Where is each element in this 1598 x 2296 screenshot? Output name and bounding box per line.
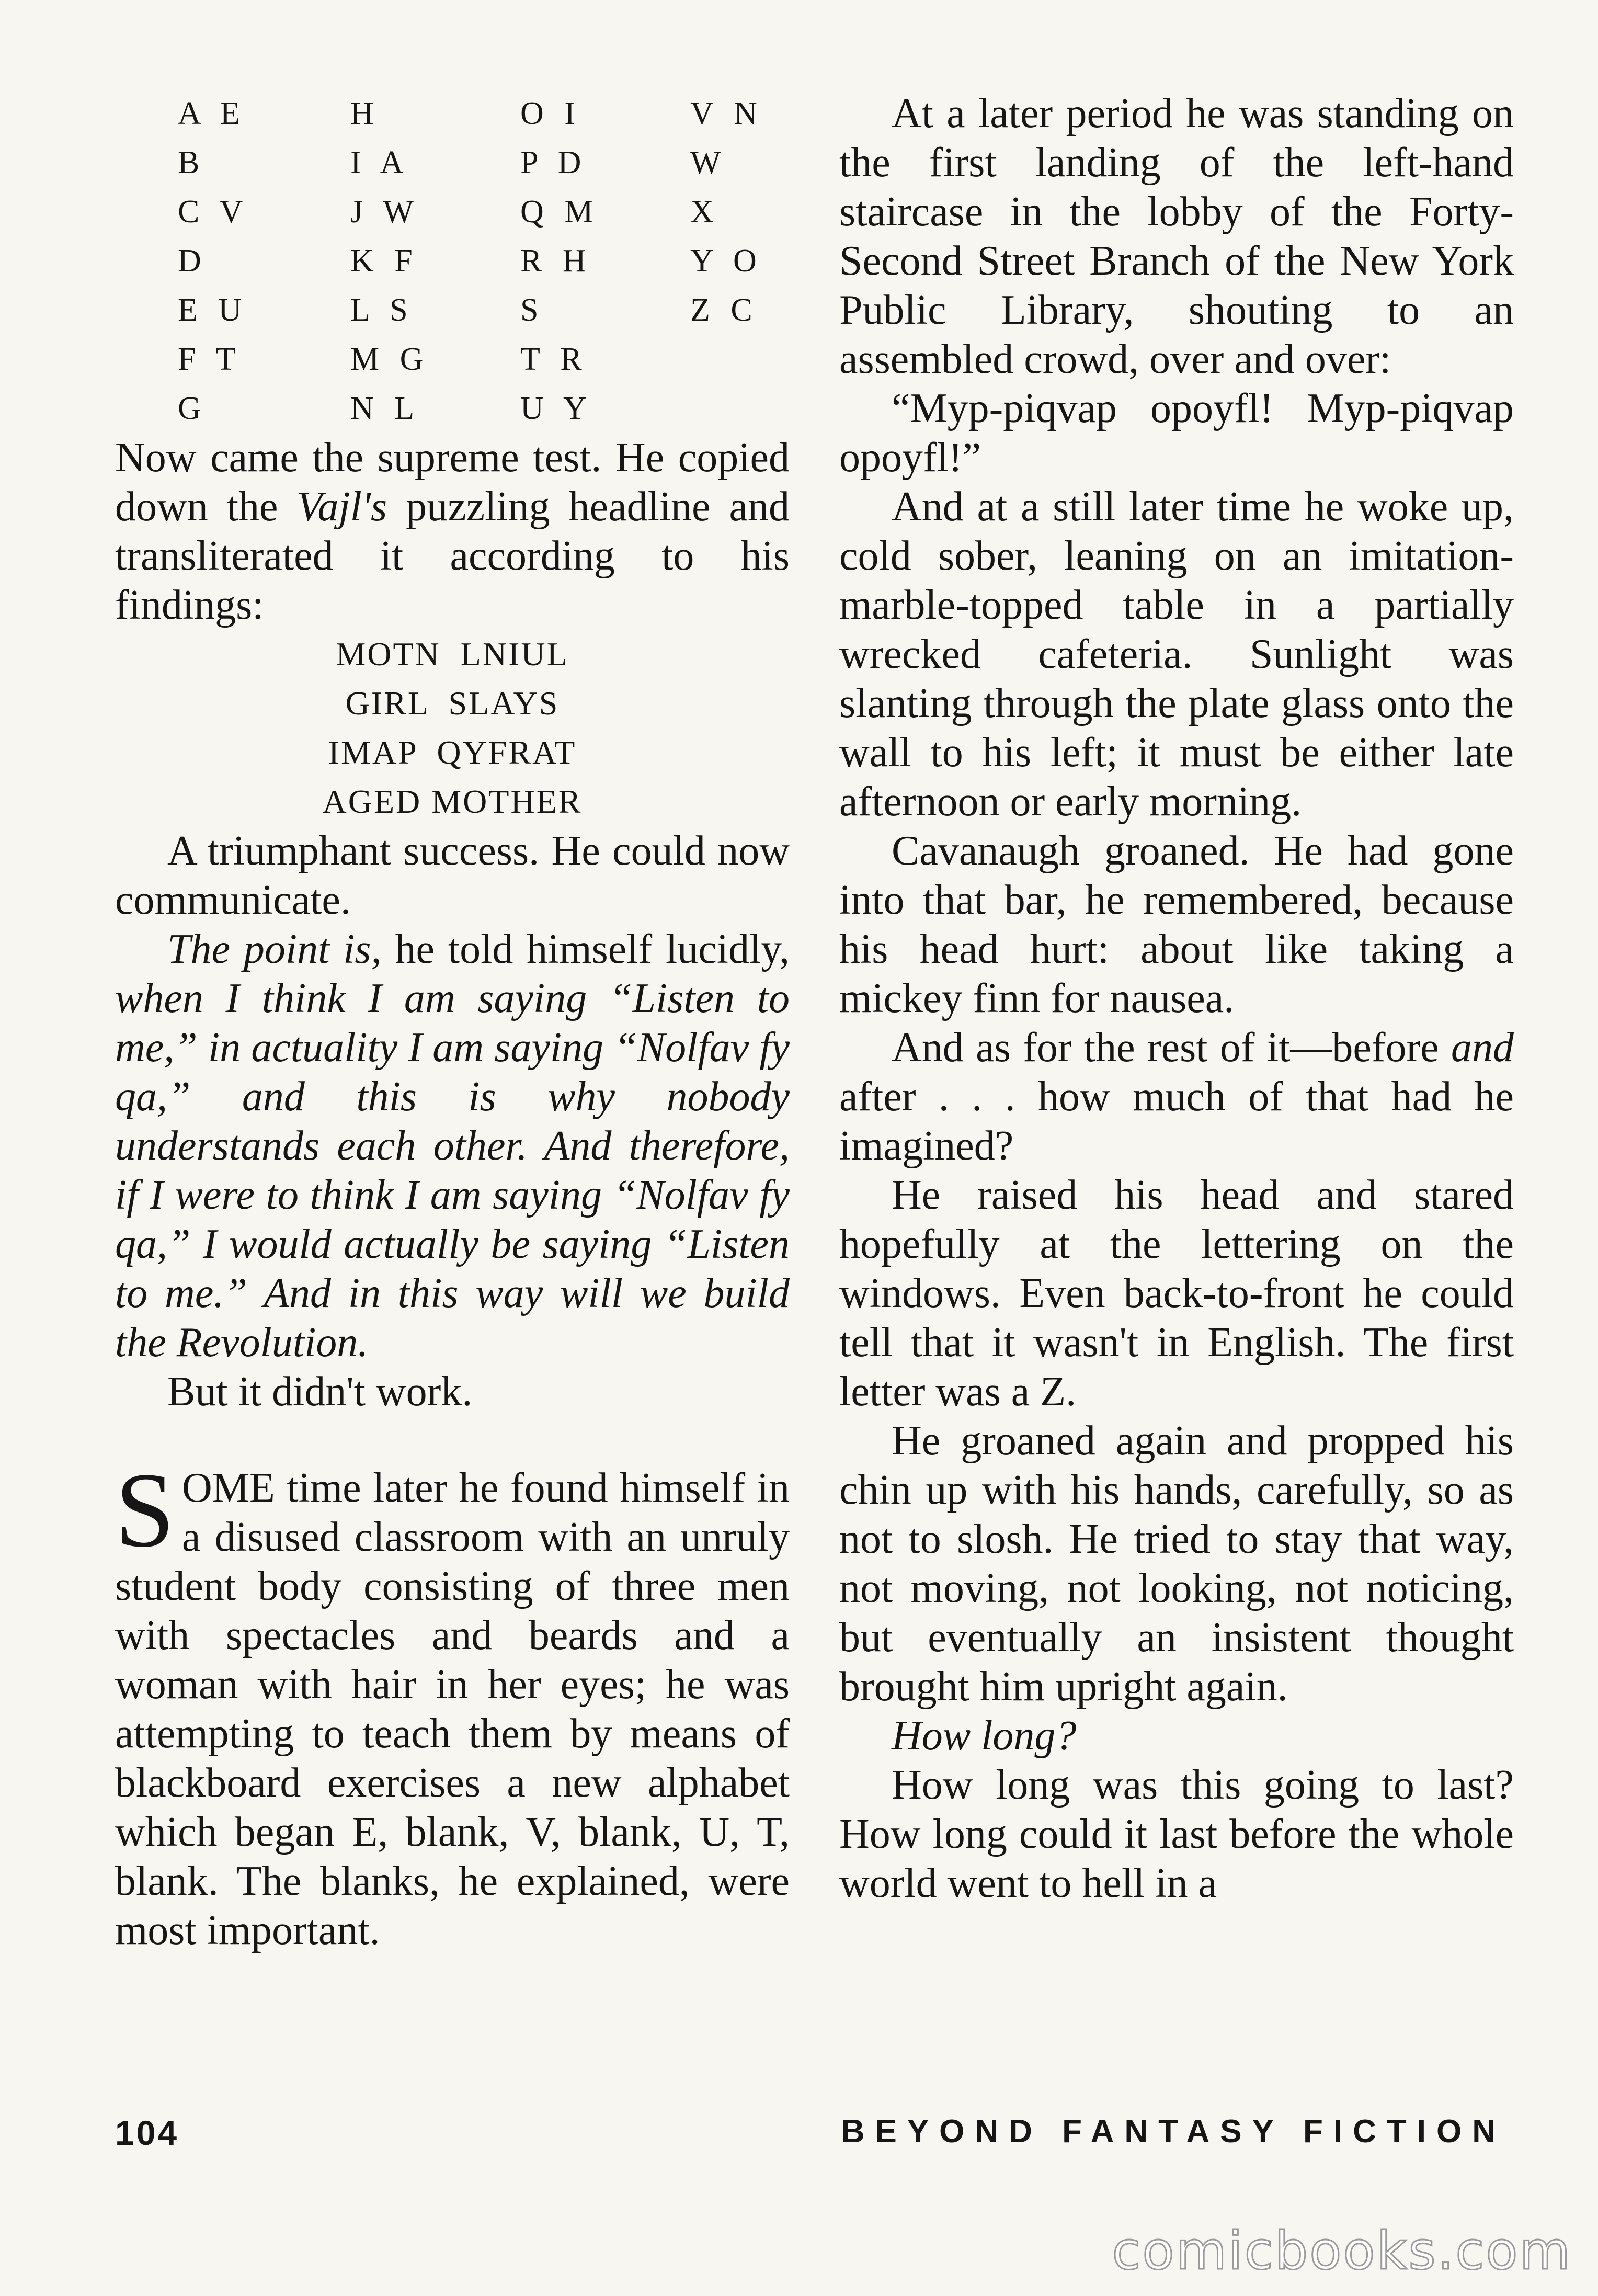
headline-line: IMAP QYFRAT: [328, 734, 577, 771]
cipher-cell: [690, 384, 847, 433]
drop-cap: S: [115, 1451, 175, 1570]
headline-line: AGED MOTHER: [322, 783, 583, 820]
text-run: puzzling headline and transliterated it according to his findings:: [115, 484, 790, 628]
text-run: after . . . how much of that had he imagined?: [839, 1074, 1514, 1169]
cipher-cell: X: [690, 194, 720, 230]
transliterated-headline: [115, 630, 790, 826]
right-column: [839, 89, 1514, 1908]
paragraph-point: [115, 925, 790, 1367]
paragraph-rest-of-it: [839, 1023, 1514, 1170]
text-run: OME time later he found himself in a disused classroom with an unruly student body consisting of three men with spectacles and beards and a woman with hair in her eyes; he was attempting to teach them by means of blackboard exercises a new alphabet which began E, blank, V, blank, U, T, blank. The blanks, he explained, were most important.: [115, 1465, 790, 1953]
cipher-cell: P D: [520, 145, 588, 180]
text-run: he told himself lucidly,: [381, 926, 790, 972]
cipher-cell: I A: [350, 145, 410, 180]
cipher-cell: L S: [350, 292, 414, 328]
cipher-cell: E U: [178, 292, 248, 328]
cipher-cell: Y O: [690, 243, 763, 279]
page-number: 104: [115, 2113, 179, 2152]
paragraph-shout: “Myp-piqvap opoyfl! Myp-piqvap opoyfl!”: [839, 385, 1514, 481]
cipher-cell: C V: [178, 194, 249, 230]
italic-run: The point is,: [167, 926, 382, 972]
cipher-cell: N L: [350, 391, 421, 426]
paragraph-supreme-test: [115, 433, 790, 630]
left-column: [115, 89, 790, 1955]
cipher-cell: B: [178, 145, 206, 180]
cipher-cell: F T: [178, 342, 242, 377]
paragraph-classroom: [115, 1451, 790, 1955]
headline-line: GIRL SLAYS: [345, 685, 560, 722]
cipher-cell: [690, 335, 847, 384]
cipher-cell: D: [178, 243, 208, 279]
cipher-cell: Z C: [690, 292, 759, 328]
paragraph-how-long-last: How long was this going to last? How long could it last before the whole world went to hell in a: [839, 1762, 1514, 1906]
running-title: BEYOND FANTASY FICTION: [841, 2113, 1506, 2150]
text-run: Now came the supreme test. He copied down the: [115, 435, 790, 530]
paragraph-groaned-again: He groaned again and propped his chin up with his hands, carefully, so as not to slosh. He tried to stay that way, not moving, not looking, not noticing, but eventually an insistent thought brought him upright again.: [839, 1418, 1514, 1710]
italic-run: Vajl's: [296, 484, 387, 530]
paragraph-cafeteria: And at a still later time he woke up, cold sober, leaning on an imitation-marble-topped table in a partially wrecked cafeteria. Sunlight was slanting through the plate glass onto the wall to his left; it must be either late afternoon or early morning.: [839, 484, 1514, 825]
watermark: comicbooks.com: [1112, 2220, 1572, 2281]
paragraph-triumph: A triumphant success. He could now communicate.: [115, 828, 790, 923]
cipher-cell: S: [520, 292, 545, 328]
italic-run: How long?: [892, 1713, 1077, 1759]
cipher-cell: U Y: [520, 391, 593, 426]
cipher-cell: K F: [350, 243, 419, 279]
paragraph-groaned: Cavanaugh groaned. He had gone into that bar, he remembered, because his head hurt: about like taking a mickey finn for nausea.: [839, 828, 1514, 1021]
cipher-cell: G: [178, 391, 208, 426]
cipher-cell: O I: [520, 96, 581, 131]
italic-run: and: [1451, 1025, 1514, 1071]
paragraph-library: At a later period he was standing on the first landing of the left-hand staircase in the lobby of the Forty-Second Street Branch of the New York Public Library, shouting to an assembled crowd, over and over:: [839, 90, 1514, 382]
paragraph-how-long: [839, 1711, 1514, 1760]
cipher-table: [115, 89, 790, 433]
text-run: And as for the rest of it—before: [892, 1025, 1451, 1071]
cipher-cell: J W: [350, 194, 420, 230]
cipher-cell: M G: [350, 342, 430, 377]
cipher-cell: Q M: [520, 194, 600, 230]
cipher-cell: V N: [690, 96, 763, 131]
cipher-cell: A E: [178, 96, 246, 131]
headline-line: MOTN LNIUL: [336, 635, 569, 673]
cipher-cell: H: [350, 96, 380, 131]
cipher-cell: R H: [520, 243, 592, 279]
page-footer: [115, 2113, 1506, 2165]
cipher-cell: W: [690, 145, 727, 180]
cipher-cell: T R: [520, 342, 588, 377]
paragraph-lettering: He raised his head and stared hopefully at the lettering on the windows. Even back-to-front he could tell that it wasn't in English. The first letter was a Z.: [839, 1172, 1514, 1415]
italic-run: when I think I am saying “Listen to me,” in actuality I am saying “Nolfav fy qa,” and this is why nobody understands each other. And therefore, if I were to think I am saying “Nolfav fy qa,” I would actually be saying “Listen to me.” And in this way will we build the Revolution.: [115, 975, 790, 1366]
paragraph-didnt-work: But it didn't work.: [167, 1369, 473, 1415]
